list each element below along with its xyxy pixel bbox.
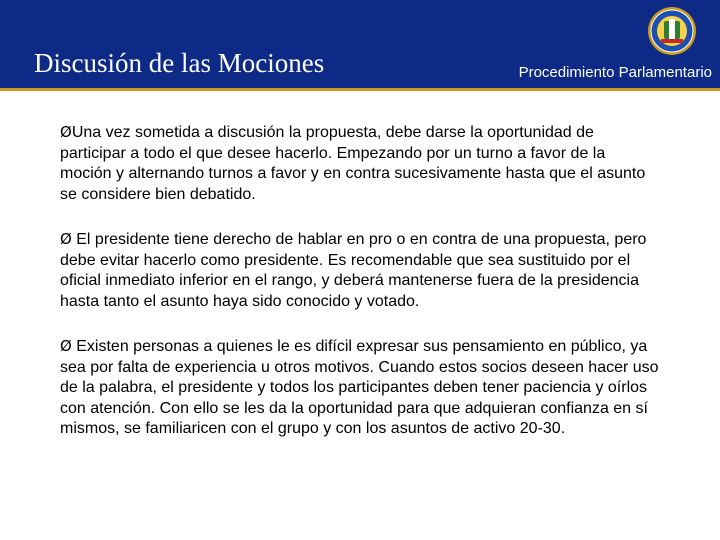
slide-title: Discusión de las Mociones: [34, 48, 325, 78]
paragraph: [60, 122, 660, 205]
arrow-bullet-icon: Ø: [60, 230, 72, 248]
paragraph: [60, 229, 660, 312]
header-divider: [0, 88, 720, 91]
paragraph-text: Una vez sometida a discusión la propuesta, debe darse la oportunidad de participar a todo el que desee hacerlo. Empezando por un turno a favor de la moción y alternando turnos a favor y en contra sucesivamente hasta que el asunto se considere bien debatido.: [60, 124, 646, 203]
paragraph-text: Existen personas a quienes le es difícil expresar sus pensamiento en público, ya sea por falta de experiencia u otros motivos. Cuando estos socios deseen hacer uso de la palabra, el presidente y todos los participantes deben tener paciencia y oírlos con atención. Con ello se les da la oportunidad para que adquieran confianza en sí mismos, se familiaricen con el grupo y con los asuntos de activo 20-30.: [60, 338, 659, 437]
slide-subtitle: Procedimiento Parlamentario: [518, 64, 712, 81]
content-area: [60, 122, 660, 464]
paragraph: [60, 336, 660, 440]
header-bar: [0, 0, 720, 88]
seal-emblem-icon: [647, 6, 697, 56]
paragraph-text: El presidente tiene derecho de hablar en pro o en contra de una propuesta, pero debe evitar hacerlo como presidente. Es recomendable que sea sustituido por el oficial inmediato inferior en el rango, y deberá mantenerse fuera de la presidencia hasta tanto el asunto haya sido conocido y votado.: [60, 231, 647, 310]
arrow-bullet-icon: Ø: [60, 123, 72, 141]
arrow-bullet-icon: Ø: [60, 337, 72, 355]
